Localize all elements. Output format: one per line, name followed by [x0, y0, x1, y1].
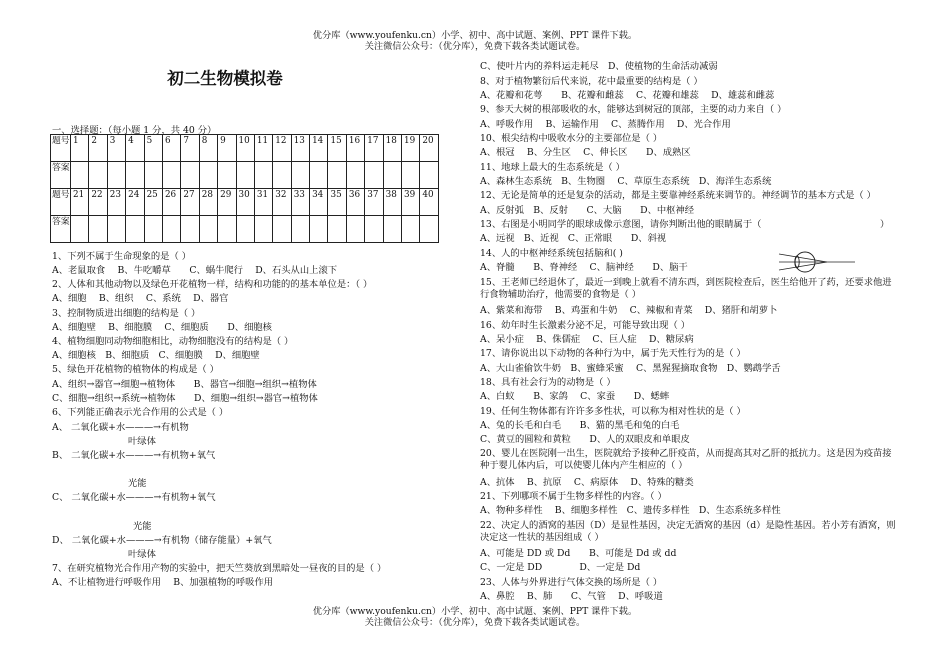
table-row-answers-1: [51, 162, 439, 189]
question-line: 15、王老师已经退休了，最近一到晚上就看不清东西，到医院检查后，医生给他开了药，还要求他进行食物辅助治疗，他需要的食物是（ ）: [480, 277, 892, 300]
question-line: A、呆小症 B、侏儒症 C、巨人症 D、糖尿病: [480, 334, 694, 345]
question-line: A、兔的长毛和白毛 B、猫的黑毛和兔的白毛: [480, 420, 680, 431]
answer-cell[interactable]: [236, 162, 254, 189]
question-number-cell: 25: [144, 189, 162, 216]
formula-line: D、 二氧化碳+水———→有机物（储存能量）+氧气: [52, 535, 272, 546]
answer-cell[interactable]: [402, 216, 420, 243]
answer-cell[interactable]: [181, 162, 199, 189]
answer-cell[interactable]: [181, 216, 199, 243]
question-number-cell: 22: [89, 189, 107, 216]
answer-cell[interactable]: [310, 162, 328, 189]
question-line: C、一定是 DD D、一定是 Dd: [480, 562, 641, 573]
question-number-cell: 20: [420, 135, 438, 162]
question-number-cell: 27: [181, 189, 199, 216]
question-line: A、组织→器官→细胞→植物体 B、器官→细胞→组织→植物体: [52, 379, 317, 390]
answer-cell[interactable]: [89, 216, 107, 243]
question-number-cell: 6: [162, 135, 180, 162]
row-label: 答案: [51, 162, 71, 189]
question-number-cell: 14: [310, 135, 328, 162]
formula-condition: 叶绿体: [128, 549, 156, 560]
question-line: 19、任何生物体都有许许多多性状，可以称为相对性状的是（ ）: [480, 406, 746, 417]
answer-cell[interactable]: [254, 216, 272, 243]
question-line: 20、婴儿在医院刚一出生，医院就给予接种乙肝疫苗，从而提高其对乙肝的抵抗力。这是因为疫苗接种于婴儿体内后，可以使婴儿体内产生相应的（ ）: [480, 448, 892, 471]
answer-cell[interactable]: [402, 162, 420, 189]
question-line: 10、根尖结构中吸收水分的主要部位是（ ）: [480, 133, 663, 144]
answer-cell[interactable]: [328, 162, 346, 189]
question-line: A、脊髓 B、脊神经 C、脑神经 D、脑干: [480, 262, 688, 273]
question-line: 7、在研究植物光合作用产物的实验中，把天竺葵放到黑暗处一昼夜的目的是（ ）: [52, 563, 387, 574]
question-line: A、细胞壁 B、细胞膜 C、细胞质 D、细胞核: [52, 322, 272, 333]
question-line: A、可能是 DD 或 Dd B、可能是 Dd 或 dd: [480, 548, 677, 559]
question-number-cell: 16: [346, 135, 364, 162]
question-line: A、细胞核 B、细胞质 C、细胞膜 D、细胞壁: [52, 350, 260, 361]
question-number-cell: 13: [291, 135, 309, 162]
formula-line: C、 二氧化碳+水———→有机物+氧气: [52, 492, 216, 503]
question-number-cell: 31: [254, 189, 272, 216]
question-number-cell: 33: [291, 189, 309, 216]
question-line: A、物种多样性 B、细胞多样性 C、遗传多样性 D、生态系统多样性: [480, 505, 781, 516]
answer-cell[interactable]: [365, 162, 383, 189]
answer-cell[interactable]: [346, 162, 364, 189]
question-line: A、根冠 B、分生区 C、伸长区 D、成熟区: [480, 147, 691, 158]
answer-cell[interactable]: [162, 162, 180, 189]
answer-cell[interactable]: [383, 216, 401, 243]
question-line: 4、植物细胞同动物细胞相比，动物细胞没有的结构是（ ）: [52, 336, 294, 347]
question-line: 6、下列能正确表示光合作用的公式是（ ）: [52, 407, 229, 418]
page-title: 初二生物模拟卷: [167, 69, 283, 88]
question-number-cell: 26: [162, 189, 180, 216]
question-number-cell: 32: [273, 189, 291, 216]
formula-condition: 叶绿体: [128, 436, 156, 447]
question-number-cell: 29: [218, 189, 236, 216]
question-number-cell: 28: [199, 189, 217, 216]
answer-cell[interactable]: [365, 216, 383, 243]
question-line: A、不让植物进行呼吸作用 B、加强植物的呼吸作用: [52, 577, 274, 588]
answer-cell[interactable]: [236, 216, 254, 243]
formula-line: A、 二氧化碳+水———→有机物: [52, 422, 189, 433]
row-label: 答案: [51, 216, 71, 243]
question-line: 2、人体和其他动物以及绿色开花植物一样，结构和功能的的基本单位是：（ ）: [52, 279, 373, 290]
formula-line: B、 二氧化碳+水———→有机物+氧气: [52, 450, 216, 461]
question-number-cell: 34: [310, 189, 328, 216]
question-number-cell: 10: [236, 135, 254, 162]
question-number-cell: 2: [89, 135, 107, 162]
footer-line-2: 关注微信公众号：（优分库），免费下载各类试题试卷。: [364, 617, 586, 628]
answer-cell[interactable]: [420, 216, 438, 243]
answer-cell[interactable]: [144, 162, 162, 189]
question-number-cell: 18: [383, 135, 401, 162]
answer-cell[interactable]: [89, 162, 107, 189]
question-line: 5、绿色开花植物的植物体的构成是（ ）: [52, 364, 219, 375]
answer-cell[interactable]: [273, 216, 291, 243]
question-line: C、黄豆的圆粒和黄粒 D、人的双眼皮和单眼皮: [480, 434, 690, 445]
question-line: A、大山雀偷饮牛奶 B、蜜蜂采蜜 C、黑猩猩摘取食物 D、鹦鹉学舌: [480, 363, 781, 374]
answer-cell[interactable]: [71, 216, 89, 243]
question-line: A、森林生态系统 B、生物圈 C、草原生态系统 D、海洋生态系统: [480, 176, 772, 187]
question-line: 13、右图是小明同学的眼球成像示意图，请你判断出他的眼睛属于（: [480, 219, 762, 230]
formula-condition: 光能: [128, 478, 147, 489]
question-line: 18、具有社会行为的动物是（ ）: [480, 377, 616, 388]
answer-cell[interactable]: [162, 216, 180, 243]
question-number-cell: 21: [71, 189, 89, 216]
question-number-cell: 40: [420, 189, 438, 216]
answer-cell[interactable]: [126, 216, 144, 243]
question-number-cell: 39: [402, 189, 420, 216]
question-number-cell: 8: [199, 135, 217, 162]
question-number-cell: 4: [126, 135, 144, 162]
answer-cell[interactable]: [107, 216, 125, 243]
question-number-cell: 19: [402, 135, 420, 162]
question-line: 3、控制物质进出细胞的结构是（ ）: [52, 308, 201, 319]
answer-cell[interactable]: [144, 216, 162, 243]
question-number-cell: 37: [365, 189, 383, 216]
question-line: A、花瓣和花萼 B、花瓣和雌蕊 C、花瓣和雄蕊 D、雄蕊和雌蕊: [480, 90, 775, 101]
answer-cell[interactable]: [254, 162, 272, 189]
question-number-cell: 9: [218, 135, 236, 162]
question-line: 11、地球上最大的生态系统是（ ）: [480, 162, 625, 173]
question-number-cell: 11: [254, 135, 272, 162]
answer-cell[interactable]: [291, 216, 309, 243]
answer-cell[interactable]: [107, 162, 125, 189]
answer-cell[interactable]: [199, 216, 217, 243]
footer-line-1: 优分库（www.youfenku.cn）小学、初中、高中试题、案例、PPT 课件下载。: [312, 606, 638, 617]
answer-cell[interactable]: [420, 162, 438, 189]
answer-cell[interactable]: [199, 162, 217, 189]
question-number-cell: 30: [236, 189, 254, 216]
question-line: 16、幼年时生长激素分泌不足，可能导致出现（ ）: [480, 320, 691, 331]
page-footer: [0, 606, 950, 628]
question-line-end: ）: [880, 219, 890, 230]
question-line: 22、决定人的酒窝的基因（D）是显性基因，决定无酒窝的基因（d）是隐性基因。若小芳有酒窝，则决定这一性状的基因组成（ ）: [480, 520, 896, 543]
answer-cell[interactable]: [383, 162, 401, 189]
question-number-cell: 3: [107, 135, 125, 162]
answer-cell[interactable]: [291, 162, 309, 189]
question-line: 9、参天大树的根部吸收的水，能够达到树冠的顶部，主要的动力来自（ ）: [480, 104, 787, 115]
header-line-1: 优分库（www.youfenku.cn）小学、初中、高中试题、案例、PPT 课件下载。: [312, 30, 638, 41]
answer-cell[interactable]: [218, 216, 236, 243]
formula-condition: 光能: [133, 521, 152, 532]
answer-table: [50, 134, 439, 243]
table-row-numbers-1: [51, 135, 439, 162]
question-line: 23、人体与外界进行气体交换的场所是（ ）: [480, 577, 663, 588]
answer-cell[interactable]: [273, 162, 291, 189]
question-line: 8、对于植物繁衍后代来说，花中最重要的结构是（ ）: [480, 76, 703, 87]
answer-cell[interactable]: [71, 162, 89, 189]
question-line: 12、无论是简单的还是复杂的活动，都是主要靠神经系统来调节的。神经调节的基本方式是（ ）: [480, 190, 876, 201]
question-line: A、鼻腔 B、肺 C、气管 D、呼吸道: [480, 591, 663, 602]
question-number-cell: 12: [273, 135, 291, 162]
page-header: [0, 30, 950, 52]
question-number-cell: 24: [126, 189, 144, 216]
question-line: A、白蚁 B、家鸽 C、家蚕 D、蟋蟀: [480, 391, 670, 402]
answer-cell[interactable]: [346, 216, 364, 243]
section-heading: 一、选择题：（每小题 1 分，共 40 分）: [52, 125, 217, 136]
question-line: C、使叶片内的养料运走耗尽 D、使植物的生命活动减弱: [480, 61, 718, 72]
answer-cell[interactable]: [218, 162, 236, 189]
table-row-numbers-2: [51, 189, 439, 216]
answer-cell[interactable]: [328, 216, 346, 243]
question-number-cell: 17: [365, 135, 383, 162]
question-line: 21、下列哪项不属于生物多样性的内容。（ ）: [480, 491, 667, 502]
question-number-cell: 38: [383, 189, 401, 216]
question-number-cell: 15: [328, 135, 346, 162]
question-line: 17、请你说出以下动物的各种行为中，属于先天性行为的是（ ）: [480, 348, 746, 359]
header-line-2: 关注微信公众号：（优分库），免费下载各类试题试卷。: [364, 41, 586, 52]
question-line: A、远视 B、近视 C、正常眼 D、斜视: [480, 233, 667, 244]
question-line: A、细胞 B、组织 C、系统 D、器官: [52, 293, 229, 304]
question-line: C、细胞→组织→系统→植物体 D、细胞→组织→器官→植物体: [52, 393, 318, 404]
answer-cell[interactable]: [126, 162, 144, 189]
question-line: A、呼吸作用 B、运输作用 C、蒸腾作用 D、光合作用: [480, 119, 731, 130]
row-label: 题号: [51, 135, 71, 162]
question-line: A、反射弧 B、反射 C、大脑 D、中枢神经: [480, 205, 695, 216]
question-number-cell: 5: [144, 135, 162, 162]
question-line: A、老鼠取食 B、牛吃嚼草 C、蜗牛爬行 D、石头从山上滚下: [52, 265, 338, 276]
question-number-cell: 1: [71, 135, 89, 162]
answer-cell[interactable]: [310, 216, 328, 243]
question-line: 1、下列不属于生命现象的是（ ）: [52, 251, 192, 262]
question-line: A、紫菜和海带 B、鸡蛋和牛奶 C、辣椒和青菜 D、猪肝和胡萝卜: [480, 305, 778, 316]
question-number-cell: 35: [328, 189, 346, 216]
question-line: 14、人的中枢神经系统包括脑和( ): [480, 248, 623, 259]
question-line: A、抗体 B、抗原 C、病原体 D、特殊的糖类: [480, 477, 694, 488]
question-number-cell: 36: [346, 189, 364, 216]
row-label: 题号: [51, 189, 71, 216]
question-number-cell: 7: [181, 135, 199, 162]
question-number-cell: 23: [107, 189, 125, 216]
table-row-answers-2: [51, 216, 439, 243]
eye-diagram-icon: [777, 249, 859, 275]
